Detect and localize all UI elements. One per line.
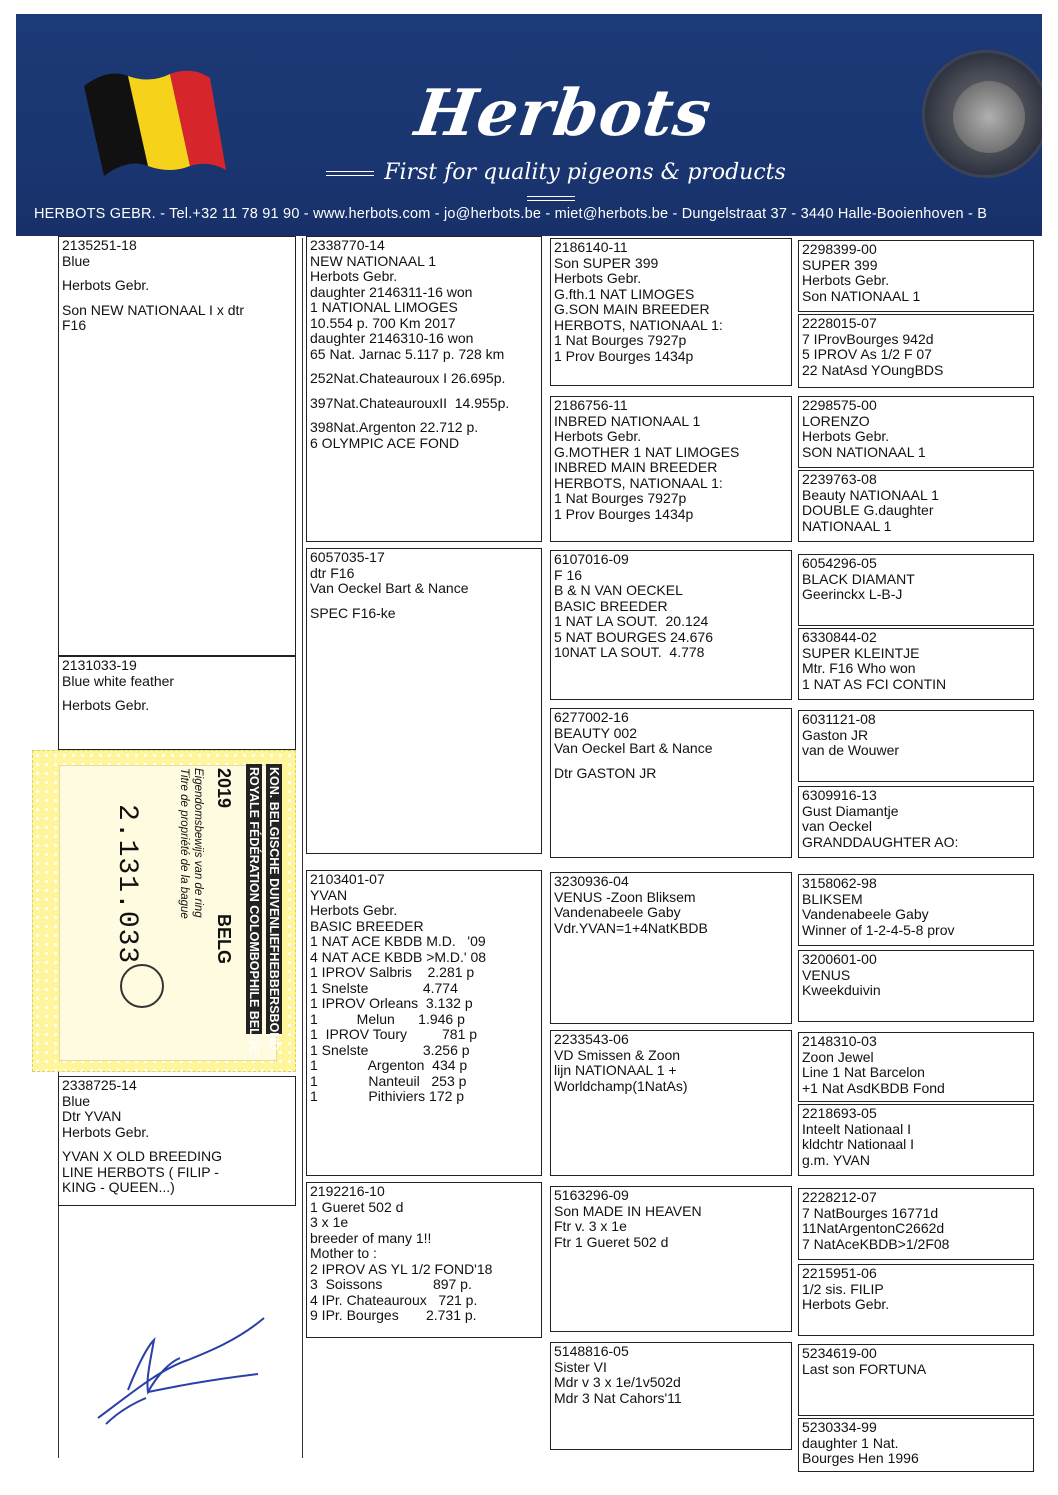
- box-line: KING - QUEEN...): [62, 1179, 175, 1195]
- box-line: F 16: [554, 566, 583, 583]
- box-line: Herbots Gebr.: [310, 268, 398, 284]
- box-line: 2 IPROV AS YL 1/2 FOND'18: [310, 1260, 493, 1277]
- box-line: 7 NatBourges 16771d: [802, 1204, 939, 1221]
- box-line: B & N VAN OECKEL: [554, 582, 683, 598]
- brand-logo: Herbots: [410, 76, 717, 151]
- ring-number: 6054296-05: [802, 555, 877, 571]
- ring-number: 2298575-00: [802, 397, 877, 413]
- box-line: Kweekduivin: [802, 982, 881, 998]
- box-line: Sister VI: [554, 1358, 607, 1375]
- ring-number: 2218693-05: [802, 1105, 877, 1121]
- pedigree-box: [58, 656, 296, 750]
- box-line: +1 Nat AsdKBDB Fond: [802, 1079, 945, 1096]
- box-line: INBRED NATIONAAL 1: [554, 412, 701, 429]
- box-line: van Oeckel: [802, 818, 873, 834]
- ring-ownership-card: [32, 750, 296, 1072]
- box-line: Dtr GASTON JR: [554, 764, 657, 781]
- box-line: HERBOTS, NATIONAAL 1:: [554, 316, 723, 333]
- box-line: LINE HERBOTS ( FILIP -: [62, 1163, 219, 1180]
- ring-number: 5234619-00: [802, 1345, 877, 1361]
- box-line: Worldchamp(1NatAs): [554, 1077, 688, 1094]
- box-line: daughter 2146311-16 won: [310, 283, 473, 300]
- box-line: BLACK DIAMANT: [802, 570, 915, 587]
- box-line: 1 NAT AS FCI CONTIN: [802, 675, 947, 692]
- pedigree-box: [550, 1342, 792, 1450]
- belgian-flag-icon: [78, 66, 228, 184]
- box-line: 5 IPROV As 1/2 F 07: [802, 346, 932, 362]
- box-line: Herbots Gebr.: [802, 272, 890, 288]
- box-line: NEW NATIONAAL 1: [310, 252, 437, 269]
- card-rotated-content: [82, 764, 282, 1054]
- ring-number: 2103401-07: [310, 871, 385, 887]
- box-line: Herbots Gebr.: [62, 277, 150, 293]
- pedigree-box: [798, 874, 1034, 946]
- box-line: 5 NAT BOURGES 24.676: [554, 628, 713, 645]
- box-line: daughter 1 Nat.: [802, 1434, 899, 1451]
- pedigree-box: [58, 236, 296, 656]
- pedigree-box: [550, 708, 792, 858]
- box-line: 3 x 1e: [310, 1214, 349, 1230]
- ring-number: 2338725-14: [62, 1077, 137, 1093]
- box-line: breeder of many 1!!: [310, 1229, 432, 1246]
- ring-number: 2233543-06: [554, 1031, 629, 1047]
- ring-number: 6309916-13: [802, 787, 877, 803]
- box-line: Blue white feather: [62, 672, 175, 689]
- pedigree-box: [798, 240, 1034, 312]
- box-line: Herbots Gebr.: [554, 428, 642, 444]
- box-line: 7 IProvBourges 942d: [802, 330, 934, 347]
- box-line: Van Oeckel Bart & Nance: [554, 740, 713, 756]
- seal-icon: [922, 50, 1042, 178]
- box-line: 1 NAT LA SOUT. 20.124: [554, 613, 709, 629]
- box-line: SPEC F16-ke: [310, 604, 396, 621]
- box-line: BASIC BREEDER: [554, 597, 668, 614]
- box-line: Herbots Gebr.: [62, 1123, 150, 1140]
- pedigree-box: [798, 554, 1034, 626]
- ring-number: 5148816-05: [554, 1343, 629, 1359]
- box-line: Vdr.YVAN=1+4NatKBDB: [554, 919, 708, 936]
- box-line: 1 IPROV Toury 781 p: [310, 1026, 478, 1042]
- box-line: 1 Nat Bourges 7927p: [554, 490, 687, 506]
- pedigree-box: [798, 470, 1034, 542]
- contact-line: HERBOTS GEBR. - Tel.+32 11 78 91 90 - www.herbots.com - jo@herbots.be - miet@herbots.be - Dungelstraat 37 - 3440 Halle-Booienhoven - B: [34, 206, 988, 222]
- box-line: 3 Soissons 897 p.: [310, 1276, 472, 1292]
- box-line: 1 Nanteuil 253 p: [310, 1072, 467, 1089]
- ring-number: 3200601-00: [802, 951, 877, 967]
- pedigree-box: [798, 786, 1034, 858]
- box-line: SUPER KLEINTJE: [802, 644, 920, 661]
- box-line: Herbots Gebr.: [554, 270, 642, 286]
- box-line: INBRED MAIN BREEDER: [554, 459, 718, 475]
- pedigree-box: [798, 710, 1034, 782]
- pedigree-box: [798, 314, 1034, 388]
- ring-number: 2192216-10: [310, 1183, 385, 1199]
- ring-number: 6031121-08: [802, 711, 876, 727]
- box-line: Inteelt Nationaal I: [802, 1120, 911, 1137]
- box-line: 1 Prov Bourges 1434p: [554, 505, 694, 522]
- box-line: Mother to :: [310, 1245, 377, 1261]
- pedigree-box: [798, 1264, 1034, 1336]
- box-line: 65 Nat. Jarnac 5.117 p. 728 km: [310, 345, 505, 362]
- box-line: Herbots Gebr.: [310, 902, 398, 918]
- box-line: 9 IPr. Bourges 2.731 p.: [310, 1307, 477, 1323]
- pedigree-box: [798, 1418, 1034, 1472]
- card-subtitle-nl: Eigendomsbewijs van de ring: [192, 768, 204, 918]
- box-line: 4 NAT ACE KBDB >M.D.' 08: [310, 948, 487, 965]
- pedigree-box: [798, 950, 1034, 1022]
- box-line: lijn NATIONAAL 1 +: [554, 1062, 677, 1078]
- box-line: 7 NatAceKBDB>1/2F08: [802, 1235, 950, 1252]
- pedigree-box: [798, 1344, 1034, 1416]
- box-line: 1/2 sis. FILIP: [802, 1280, 884, 1297]
- box-line: 1 IPROV Orleans 3.132 p: [310, 995, 473, 1011]
- ring-number: 6057035-17: [310, 549, 385, 565]
- box-line: daughter 2146310-16 won: [310, 330, 474, 346]
- ring-number: 2239763-08: [802, 471, 877, 487]
- box-line: Gaston JR: [802, 726, 869, 743]
- box-line: Bourges Hen 1996: [802, 1450, 919, 1466]
- box-line: 1 Nat Bourges 7927p: [554, 332, 687, 348]
- pedigree-box: [550, 1030, 792, 1176]
- box-line: van de Wouwer: [802, 742, 900, 758]
- box-line: Mdr v 3 x 1e/1v502d: [554, 1374, 681, 1390]
- box-line: 10.554 p. 700 Km 2017: [310, 314, 456, 331]
- box-line: LORENZO: [802, 412, 870, 429]
- box-line: YVAN: [310, 886, 348, 903]
- ring-number: 2228212-07: [802, 1189, 877, 1205]
- pedigree-box: [306, 548, 542, 854]
- box-line: 1 NATIONAL LIMOGES: [310, 299, 458, 315]
- box-line: Mtr. F16 Who won: [802, 660, 916, 676]
- box-line: Zoon Jewel: [802, 1048, 874, 1065]
- box-line: Son NEW NATIONAAL I x dtr: [62, 301, 245, 318]
- box-line: Mdr 3 Nat Cahors'11: [554, 1389, 682, 1406]
- box-line: DOUBLE G.daughter: [802, 502, 934, 518]
- box-line: kldchtr Nationaal I: [802, 1136, 915, 1152]
- card-year: 2019: [214, 768, 234, 809]
- box-line: Herbots Gebr.: [62, 697, 150, 713]
- box-line: Beauty NATIONAAL 1: [802, 486, 939, 503]
- box-line: VD Smissen & Zoon: [554, 1046, 681, 1063]
- box-line: GRANDDAUGHTER AO:: [802, 833, 959, 850]
- box-line: BASIC BREEDER: [310, 917, 424, 934]
- box-line: 11NatArgentonC2662d: [802, 1220, 945, 1236]
- box-line: G.fth.1 NAT LIMOGES: [554, 285, 695, 302]
- box-line: 4 IPr. Chateauroux 721 p.: [310, 1291, 478, 1308]
- box-line: VENUS -Zoon Bliksem: [554, 888, 696, 905]
- connector-line: [302, 238, 303, 1458]
- box-line: 252Nat.Chateauroux I 26.695p.: [310, 370, 506, 386]
- ring-number: 6277002-16: [554, 709, 629, 725]
- header-banner: [16, 14, 1042, 236]
- card-title-nl: KON. BELGISCHE DUIVENLIEFHEBBERSBOND: [266, 764, 282, 1034]
- box-line: 10NAT LA SOUT. 4.778: [554, 644, 705, 660]
- box-line: Vandenabeele Gaby: [802, 906, 929, 922]
- box-line: G.SON MAIN BREEDER: [554, 301, 710, 317]
- box-line: Blue: [62, 252, 91, 269]
- box-line: dtr F16: [310, 564, 355, 581]
- box-line: 1 IPROV Salbris 2.281 p: [310, 964, 475, 980]
- pedigree-box: [798, 1104, 1034, 1176]
- box-line: Geerinckx L-B-J: [802, 586, 903, 602]
- pedigree-box: [550, 238, 792, 386]
- ring-number: 3230936-04: [554, 873, 629, 889]
- box-line: Vandenabeele Gaby: [554, 904, 681, 920]
- box-line: F16: [62, 317, 87, 333]
- box-line: 22 NatAsd YOungBDS: [802, 361, 944, 378]
- ring-number: 2135251-18: [62, 237, 137, 253]
- box-line: VENUS: [802, 966, 851, 983]
- box-line: 1 Pithiviers 172 p: [310, 1088, 465, 1104]
- pedigree-box: [58, 1076, 296, 1206]
- box-line: 1 Prov Bourges 1434p: [554, 347, 694, 364]
- box-line: g.m. YVAN: [802, 1151, 870, 1168]
- box-line: HERBOTS, NATIONAAL 1:: [554, 474, 723, 491]
- box-line: Line 1 Nat Barcelon: [802, 1064, 925, 1080]
- box-line: Herbots Gebr.: [802, 1296, 890, 1312]
- box-line: Herbots Gebr.: [802, 428, 890, 444]
- box-line: Ftr v. 3 x 1e: [554, 1218, 627, 1234]
- brand-tagline: First for quality pigeons & products: [286, 160, 816, 210]
- box-line: 1 Snelste 3.256 p: [310, 1041, 470, 1058]
- box-line: 397Nat.ChateaurouxII 14.955p.: [310, 394, 510, 411]
- box-line: BLIKSEM: [802, 890, 863, 907]
- pedigree-box: [306, 236, 542, 542]
- ring-number: 2186756-11: [554, 397, 628, 413]
- ring-number: 5163296-09: [554, 1187, 629, 1203]
- card-subtitle-fr: Titre de propriété de la bague: [178, 768, 190, 919]
- ring-number: 2298399-00: [802, 241, 877, 257]
- pedigree-box: [798, 396, 1034, 468]
- box-line: 1 Melun 1.946 p: [310, 1010, 465, 1027]
- box-line: 6 OLYMPIC ACE FOND: [310, 434, 460, 451]
- box-line: NATIONAAL 1: [802, 517, 892, 534]
- box-line: YVAN X OLD BREEDING: [62, 1148, 223, 1164]
- ring-number: 2338770-14: [310, 237, 385, 253]
- ring-number: 2186140-11: [554, 239, 628, 255]
- pedigree-box: [798, 628, 1034, 700]
- box-line: 1 Gueret 502 d: [310, 1198, 404, 1215]
- box-line: SUPER 399: [802, 256, 878, 273]
- pedigree-box: [550, 872, 792, 1024]
- card-title-fr: ROYALE FÉDÉRATION COLOMBOPHILE BELGE: [246, 764, 262, 1034]
- pedigree-box: [550, 1186, 792, 1332]
- ring-number: 2131033-19: [62, 657, 137, 673]
- card-ring-number: 2.131.033: [111, 804, 142, 965]
- box-line: 398Nat.Argenton 22.712 p.: [310, 419, 479, 435]
- pedigree-box: [306, 1182, 542, 1338]
- ring-number: 2148310-03: [802, 1033, 877, 1049]
- ring-number: 2228015-07: [802, 315, 877, 331]
- pedigree-box: [306, 870, 542, 1176]
- ring-number: 3158062-98: [802, 875, 877, 891]
- signature-icon: [88, 1300, 278, 1430]
- box-line: Winner of 1-2-4-5-8 prov: [802, 921, 955, 938]
- box-line: Son MADE IN HEAVEN: [554, 1202, 702, 1219]
- box-line: 1 Snelste 4.774: [310, 979, 458, 996]
- box-line: Blue: [62, 1092, 91, 1109]
- box-line: Gust Diamantje: [802, 802, 899, 819]
- box-line: Ftr 1 Gueret 502 d: [554, 1233, 669, 1250]
- emblem-icon: [120, 964, 164, 1008]
- box-line: SON NATIONAAL 1: [802, 443, 926, 460]
- ring-number: 2215951-06: [802, 1265, 877, 1281]
- box-line: 1 Argenton 434 p: [310, 1057, 468, 1073]
- pedigree-box: [550, 550, 792, 700]
- box-line: Son NATIONAAL 1: [802, 287, 921, 304]
- ring-number: 5230334-99: [802, 1419, 877, 1435]
- box-line: Son SUPER 399: [554, 254, 659, 271]
- pedigree-box: [550, 396, 792, 542]
- card-country: BELG: [214, 914, 234, 965]
- box-line: Last son FORTUNA: [802, 1360, 927, 1377]
- box-line: BEAUTY 002: [554, 724, 638, 741]
- pedigree-box: [798, 1188, 1034, 1260]
- box-line: G.MOTHER 1 NAT LIMOGES: [554, 443, 740, 460]
- box-line: Dtr YVAN: [62, 1108, 122, 1124]
- box-line: Van Oeckel Bart & Nance: [310, 580, 469, 596]
- ring-number: 6107016-09: [554, 551, 629, 567]
- box-line: 1 NAT ACE KBDB M.D. '09: [310, 933, 486, 949]
- pedigree-box: [798, 1032, 1034, 1102]
- ring-number: 6330844-02: [802, 629, 877, 645]
